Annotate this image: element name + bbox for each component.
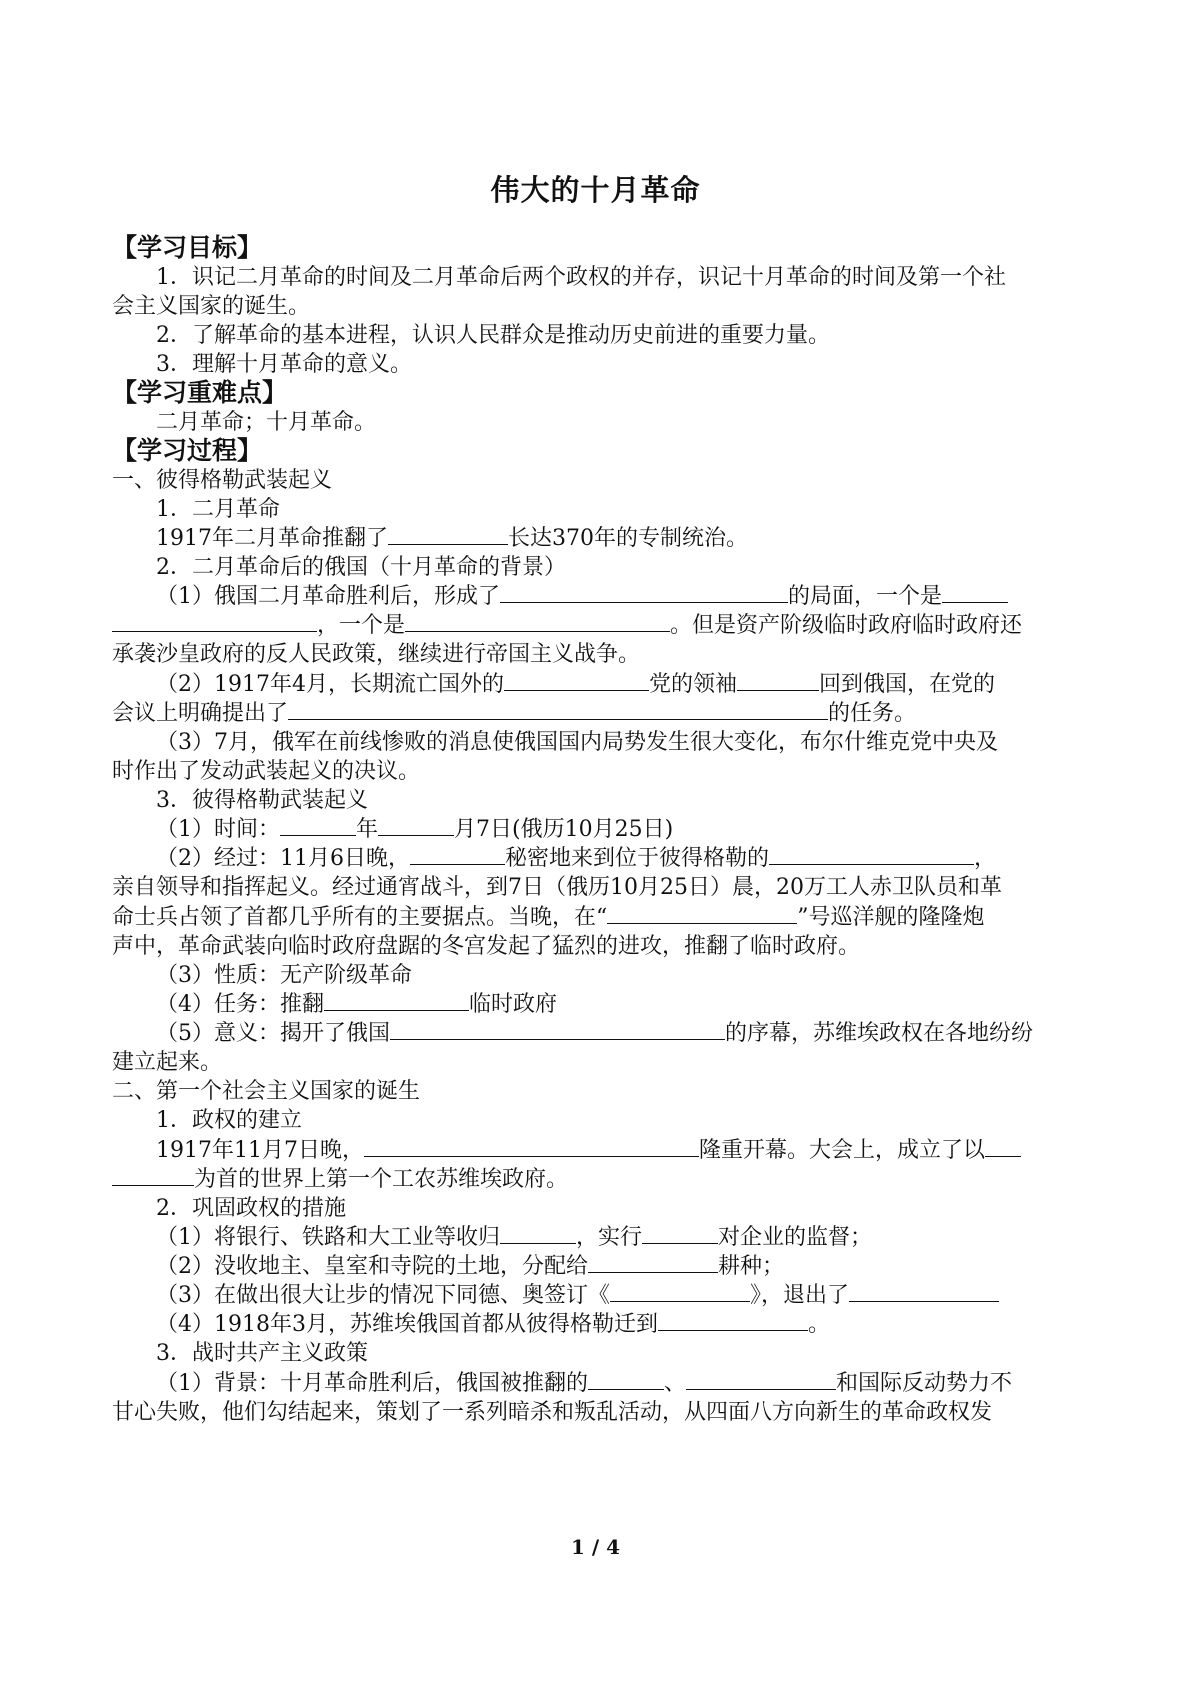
fill-blank[interactable]	[378, 815, 454, 836]
part1-q2-line2: 亲自领导和指挥起义。经过通宵战斗，到7日（俄历10月25日）晨，20万工人赤卫队员和革	[112, 875, 1002, 900]
fill-blank[interactable]	[405, 611, 670, 632]
part1-p1-line3: 承袭沙皇政府的反人民政策，继续进行帝国主义战争。	[112, 642, 641, 667]
fill-blank[interactable]	[985, 1136, 1021, 1157]
fill-blank[interactable]	[588, 1252, 718, 1273]
part1-sub1: 1．二月革命	[156, 497, 280, 522]
fill-blank[interactable]	[364, 1136, 699, 1157]
part2-heading: 二、第一个社会主义国家的诞生	[112, 1079, 421, 1104]
fill-blank[interactable]	[112, 611, 317, 632]
part2-sub3: 3．战时共产主义政策	[156, 1341, 368, 1366]
part1-heading: 一、彼得格勒武装起义	[112, 468, 333, 493]
fill-blank[interactable]	[686, 1369, 836, 1390]
part1-q1: （1）时间： 年 月7日(俄历10月25日)	[156, 817, 674, 842]
fill-blank[interactable]	[500, 582, 788, 603]
fill-blank[interactable]	[388, 524, 508, 545]
fill-blank[interactable]	[658, 1310, 808, 1331]
part1-p2-line1: （2）1917年4月，长期流亡国外的 党的领袖 回到俄国，在党的	[156, 672, 996, 697]
part1-q5-line1: （5）意义：揭开了俄国 的序幕，苏维埃政权在各地纷纷	[156, 1021, 1034, 1046]
fill-blank[interactable]	[324, 990, 469, 1011]
fill-blank[interactable]	[769, 844, 974, 865]
objective-3: 3．理解十月革命的意义。	[156, 352, 412, 377]
fill-blank[interactable]	[737, 670, 819, 691]
fill-blank[interactable]	[607, 903, 797, 924]
part2-m4: （4）1918年3月，苏维埃俄国首都从彼得格勒迁到 。	[156, 1312, 830, 1337]
section-heading-process: 【学习过程】	[112, 436, 263, 465]
section-heading-keypoints: 【学习重难点】	[112, 378, 288, 407]
fill-blank[interactable]	[410, 844, 505, 865]
part1-q2-line1: （2）经过：11月6日晚， 秘密地来到位于彼得格勒的 ，	[156, 846, 997, 871]
part2-m3: （3）在做出很大让步的情况下同德、奥签订《 》，退出了	[156, 1280, 1082, 1312]
part1-q2-line4: 声中，革命武装向临时政府盘踞的冬宫发起了猛烈的进攻，推翻了临时政府。	[112, 934, 861, 959]
part1-p1-line1: （1）俄国二月革命胜利后，形成了 的局面，一个是	[156, 581, 1082, 613]
fill-blank[interactable]	[642, 1223, 718, 1244]
part1-sub2: 2．二月革命后的俄国（十月革命的背景）	[156, 555, 566, 580]
fill-blank[interactable]	[588, 1369, 664, 1390]
objective-1-line-2: 会主义国家的诞生。	[112, 294, 311, 319]
part2-e1-line1: 1917年11月7日晚， 隆重开幕。大会上，成立了以	[156, 1135, 1082, 1167]
fill-blank[interactable]	[112, 1165, 194, 1186]
section-heading-objectives: 【学习目标】	[112, 233, 263, 262]
part1-p3-line1: （3）7月，俄军在前线惨败的消息使俄国国内局势发生很大变化，布尔什维克党中央及	[156, 730, 998, 755]
part1-p1-line2: ，一个是 。但是资产阶级临时政府临时政府还	[112, 610, 1082, 642]
part1-q2-line3: 命士兵占领了首都几乎所有的主要据点。当晚，在“ ”号巡洋舰的隆隆炮	[112, 905, 985, 930]
part1-q4: （4）任务：推翻 临时政府	[156, 992, 558, 1017]
keypoints-text: 二月革命；十月革命。	[156, 410, 377, 435]
fill-blank[interactable]	[280, 815, 356, 836]
part1-p2-line2: 会议上明确提出了 的任务。	[112, 701, 917, 726]
part2-sub1: 1．政权的建立	[156, 1108, 302, 1133]
part2-sub2: 2．巩固政权的措施	[156, 1196, 346, 1221]
fill-blank[interactable]	[288, 699, 828, 720]
fill-blank[interactable]	[849, 1281, 999, 1302]
part1-q5-line2: 建立起来。	[112, 1050, 223, 1075]
part2-m1: （1）将银行、铁路和大工业等收归 ，实行 对企业的监督；	[156, 1225, 873, 1250]
fill-blank[interactable]	[390, 1019, 725, 1040]
part1-sub3: 3．彼得格勒武装起义	[156, 788, 368, 813]
part1-sub1-text: 1917年二月革命推翻了 长达370年的专制统治。	[156, 526, 748, 551]
part2-b1-line1: （1）背景：十月革命胜利后，俄国被推翻的 、 和国际反动势力不	[156, 1371, 1013, 1396]
part1-q3: （3）性质：无产阶级革命	[156, 963, 412, 988]
part1-p3-line2: 时作出了发动武装起义的决议。	[112, 759, 421, 784]
fill-blank[interactable]	[500, 1223, 576, 1244]
part2-e1-line2: 为首的世界上第一个工农苏维埃政府。	[112, 1164, 1082, 1196]
page-number: 1 / 4	[570, 1535, 621, 1559]
objective-2: 2．了解革命的基本进程，认识人民群众是推动历史前进的重要力量。	[156, 323, 830, 348]
fill-blank[interactable]	[942, 582, 1008, 603]
objective-1-line-1: 1．识记二月革命的时间及二月革命后两个政权的并存，识记十月革命的时间及第一个社	[156, 265, 1006, 290]
part2-m2: （2）没收地主、皇室和寺院的土地，分配给 耕种；	[156, 1254, 785, 1279]
page-title: 伟大的十月革命	[490, 173, 701, 207]
fill-blank[interactable]	[610, 1281, 750, 1302]
part2-b1-line2: 甘心失败，他们勾结起来，策划了一系列暗杀和叛乱活动，从四面八方向新生的革命政权发	[112, 1400, 993, 1425]
fill-blank[interactable]	[504, 670, 649, 691]
